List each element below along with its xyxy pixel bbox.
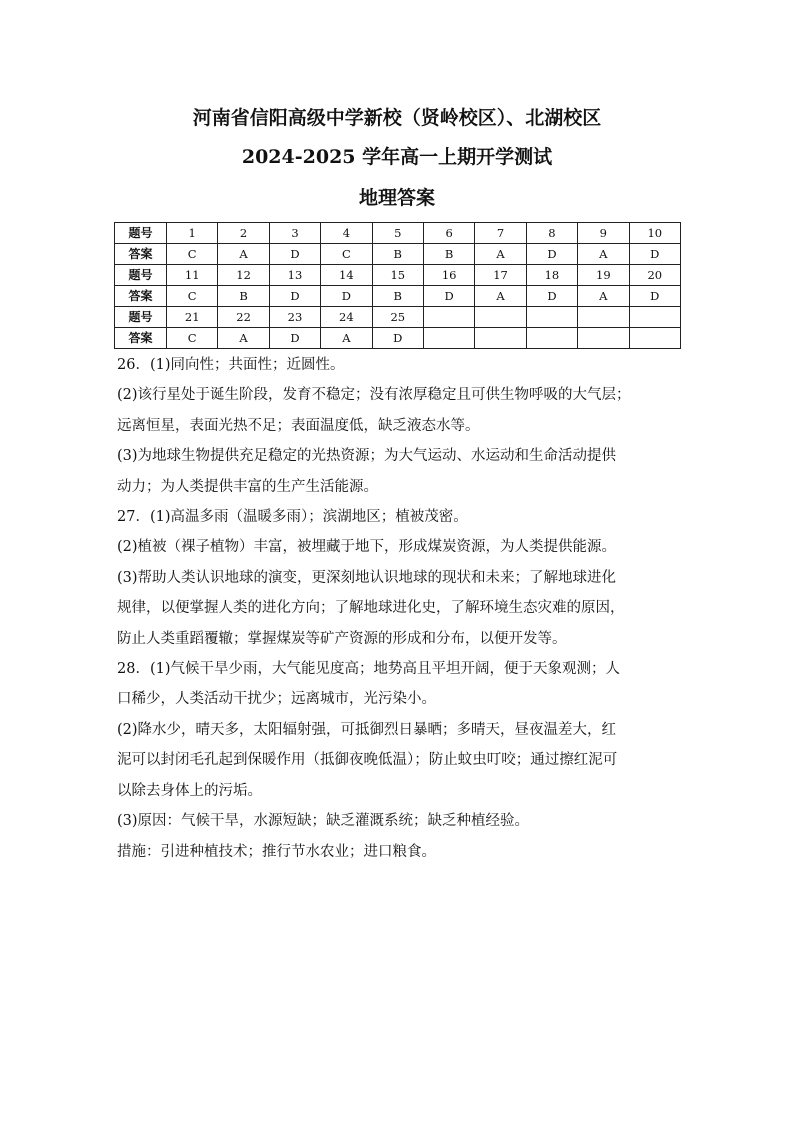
answer-line: 规律，以便掌握人类的进化方向；了解地球进化史，了解环境生态灾难的原因， [117, 600, 625, 617]
table-cell [475, 307, 526, 328]
table-row-question-numbers-2 [115, 265, 681, 286]
answer-line: (3)帮助人类认识地球的演变，更深刻地认识地球的现状和未来；了解地球进化 [117, 569, 617, 586]
table-cell: A [475, 244, 526, 265]
table-cell: 25 [372, 307, 423, 328]
table-cell: A [475, 286, 526, 307]
table-row-answers-2 [115, 286, 681, 307]
answer-line: 措施：引进种植技术；推行节水农业；进口粮食。 [117, 843, 436, 860]
exam-subtitle: 2024-2025 学年高一上期开学测试 [241, 146, 553, 168]
table-cell: 22 [218, 307, 269, 328]
table-cell: 3 [269, 223, 320, 244]
table-cell [629, 307, 680, 328]
answer-line: 28．(1)气候干旱少雨，大气能见度高；地势高且平坦开阔，便于天象观测；人 [117, 661, 620, 678]
answer-line: (2)植被（裸子植物）丰富，被埋藏于地下，形成煤炭资源，为人类提供能源。 [117, 539, 617, 556]
table-cell: 11 [167, 265, 218, 286]
table-cell: D [372, 328, 423, 349]
answer-line: 以除去身体上的污垢。 [117, 782, 262, 799]
table-cell: A [578, 244, 629, 265]
table-cell: D [321, 286, 372, 307]
table-row-question-numbers-3 [115, 307, 681, 328]
table-cell: A [321, 328, 372, 349]
table-cell: B [372, 286, 423, 307]
answer-line: 26．(1)同向性；共面性；近圆性。 [117, 357, 345, 373]
table-cell: D [526, 244, 577, 265]
row-header: 答案 [115, 286, 167, 307]
table-cell: 21 [167, 307, 218, 328]
table-cell: 18 [526, 265, 577, 286]
table-cell: 14 [321, 265, 372, 286]
answer-line: (3)原因：气候干旱，水源短缺；缺乏灌溉系统；缺乏种植经验。 [117, 813, 530, 830]
table-cell: 10 [629, 223, 680, 244]
row-header: 题号 [115, 307, 167, 328]
table-cell: D [269, 244, 320, 265]
table-row-answers-3 [115, 328, 681, 349]
table-cell [423, 307, 474, 328]
table-cell: D [629, 286, 680, 307]
table-cell: 12 [218, 265, 269, 286]
answer-line: (2)降水少，晴天多，太阳辐射强，可抵御烈日暴晒；多晴天，昼夜温差大，红 [117, 721, 617, 738]
table-cell: B [423, 244, 474, 265]
table-cell: 20 [629, 265, 680, 286]
table-cell: A [578, 286, 629, 307]
table-cell [526, 307, 577, 328]
table-cell [629, 328, 680, 349]
table-cell: D [526, 286, 577, 307]
table-cell: 4 [321, 223, 372, 244]
table-cell: 6 [423, 223, 474, 244]
table-cell: C [167, 328, 218, 349]
row-header: 答案 [115, 244, 167, 265]
answer-explanations [117, 350, 685, 867]
table-cell: 17 [475, 265, 526, 286]
answer-line: 防止人类重蹈覆辙；掌握煤炭等矿产资源的形成和分布，以便开发等。 [117, 630, 567, 647]
table-cell: 19 [578, 265, 629, 286]
table-cell: C [167, 286, 218, 307]
table-cell: B [372, 244, 423, 265]
table-cell: 24 [321, 307, 372, 328]
table-cell [475, 328, 526, 349]
document-title: 河南省信阳高级中学新校（贤岭校区）、北湖校区 [192, 107, 602, 129]
table-cell: 7 [475, 223, 526, 244]
table-cell: A [218, 328, 269, 349]
table-row-answers-1 [115, 244, 681, 265]
answer-line: 泥可以封闭毛孔起到保暖作用（抵御夜晚低温）；防止蚊虫叮咬；通过擦红泥可 [117, 752, 618, 769]
row-header: 答案 [115, 328, 167, 349]
table-cell: 8 [526, 223, 577, 244]
table-cell: D [269, 328, 320, 349]
answer-line: 远离恒星，表面光热不足；表面温度低，缺乏液态水等。 [117, 417, 480, 434]
table-cell: 2 [218, 223, 269, 244]
table-cell: 13 [269, 265, 320, 286]
answer-key-heading: 地理答案 [358, 187, 435, 209]
row-header: 题号 [115, 223, 167, 244]
row-header: 题号 [115, 265, 167, 286]
table-cell: 5 [372, 223, 423, 244]
answer-line: 动力；为人类提供丰富的生产生活能源。 [117, 478, 378, 495]
answer-line: 口稀少，人类活动干扰少；远离城市，光污染小。 [117, 691, 436, 708]
table-cell [423, 328, 474, 349]
table-cell: C [321, 244, 372, 265]
table-cell: 15 [372, 265, 423, 286]
table-cell: 9 [578, 223, 629, 244]
answer-table [114, 222, 681, 349]
table-cell [578, 307, 629, 328]
table-cell: D [423, 286, 474, 307]
table-cell: D [629, 244, 680, 265]
answer-line: (3)为地球生物提供充足稳定的光热资源；为大气运动、水运动和生命活动提供 [117, 448, 617, 465]
table-cell: 1 [167, 223, 218, 244]
table-cell: D [269, 286, 320, 307]
table-cell [526, 328, 577, 349]
answer-line: (2)该行星处于诞生阶段，发育不稳定；没有浓厚稳定且可供生物呼吸的大气层； [117, 387, 631, 404]
table-cell: B [218, 286, 269, 307]
answer-line: 27．(1)高温多雨（温暖多雨）；滨湖地区；植被茂密。 [117, 509, 468, 526]
table-cell: A [218, 244, 269, 265]
table-cell: 23 [269, 307, 320, 328]
table-row-question-numbers-1 [115, 223, 681, 244]
table-cell: 16 [423, 265, 474, 286]
table-cell [578, 328, 629, 349]
table-cell: C [167, 244, 218, 265]
